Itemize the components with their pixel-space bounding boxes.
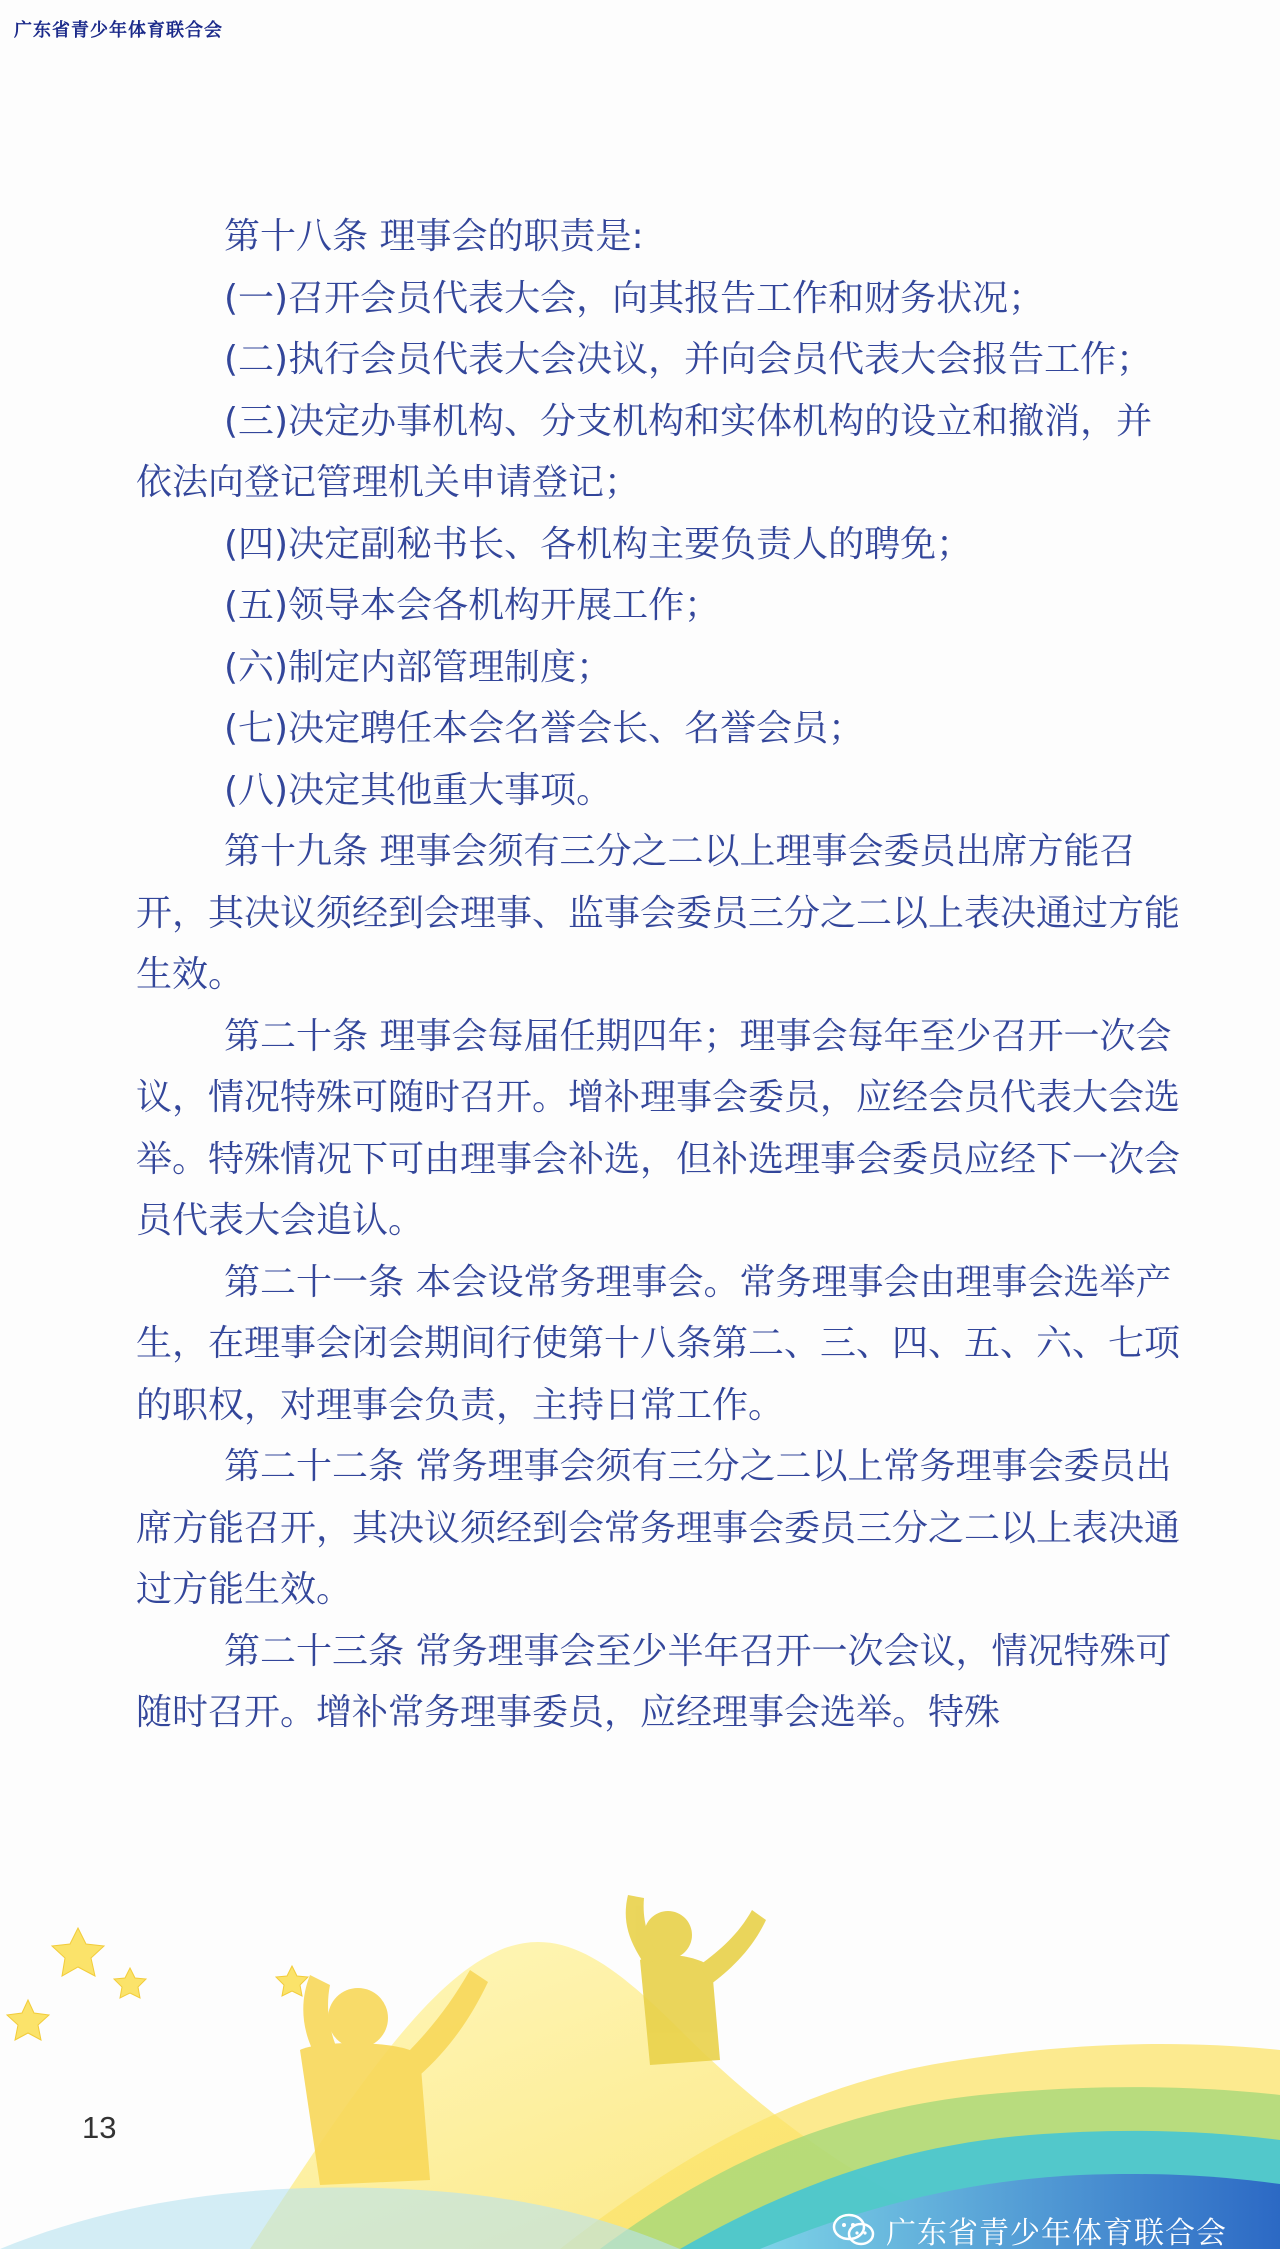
footer-brand — [832, 2208, 1227, 2249]
paragraph-item-8: (八)决定其他重大事项。 — [224, 769, 613, 811]
paragraph-article-21: 第二十一条 本会设常务理事会。常务理事会由理事会选举产生，在理事会闭会期间行使第十八条第二、三、四、五、六、七项的职权，对理事会负责，主持日常工作。 — [136, 1261, 1181, 1426]
paragraph-item-3: (三)决定办事机构、分支机构和实体机构的设立和撤消，并依法向登记管理机关申请登记； — [136, 400, 1153, 503]
paragraph-item-4: (四)决定副秘书长、各机构主要负责人的聘免； — [224, 523, 973, 565]
paragraph-item-7: (七)决定聘任本会名誉会长、名誉会员； — [224, 708, 865, 749]
paragraph-article-18-title: 第十八条 理事会的职责是: — [224, 216, 644, 257]
wechat-icon — [832, 2212, 876, 2248]
paragraph-item-5: (五)领导本会各机构开展工作； — [224, 585, 721, 626]
paragraph-article-20: 第二十条 理事会每届任期四年；理事会每年至少召开一次会议，情况特殊可随时召开。增补理事会委员，应经会员代表大会选举。特殊情况下可由理事会补选，但补选理事会委员应经下一次会员代表大会追认。 — [136, 1015, 1181, 1241]
paragraph-article-19: 第十九条 理事会须有三分之二以上理事会委员出席方能召开，其决议须经到会理事、监事会委员三分之二以上表决通过方能生效。 — [136, 831, 1181, 995]
header-org-name: 广东省青少年体育联合会 — [14, 20, 223, 41]
paragraph-item-1: (一)召开会员代表大会，向其报告工作和财务状况； — [224, 277, 1045, 319]
paragraph-item-6: (六)制定内部管理制度； — [224, 646, 613, 688]
footer-brand-label: 广东省青少年体育联合会 — [886, 2216, 1227, 2249]
page-number: 13 — [82, 2110, 117, 2145]
paragraph-article-22: 第二十二条 常务理事会须有三分之二以上常务理事会委员出席方能召开，其决议须经到会常务理事会委员三分之二以上表决通过方能生效。 — [136, 1446, 1181, 1610]
paragraph-article-23: 第二十三条 常务理事会至少半年召开一次会议，情况特殊可随时召开。增补常务理事委员，应经理事会选举。特殊 — [136, 1630, 1172, 1733]
star-decoration-icon — [7, 1928, 308, 2040]
paragraph-item-2: (二)执行会员代表大会决议，并向会员代表大会报告工作； — [224, 339, 1153, 380]
